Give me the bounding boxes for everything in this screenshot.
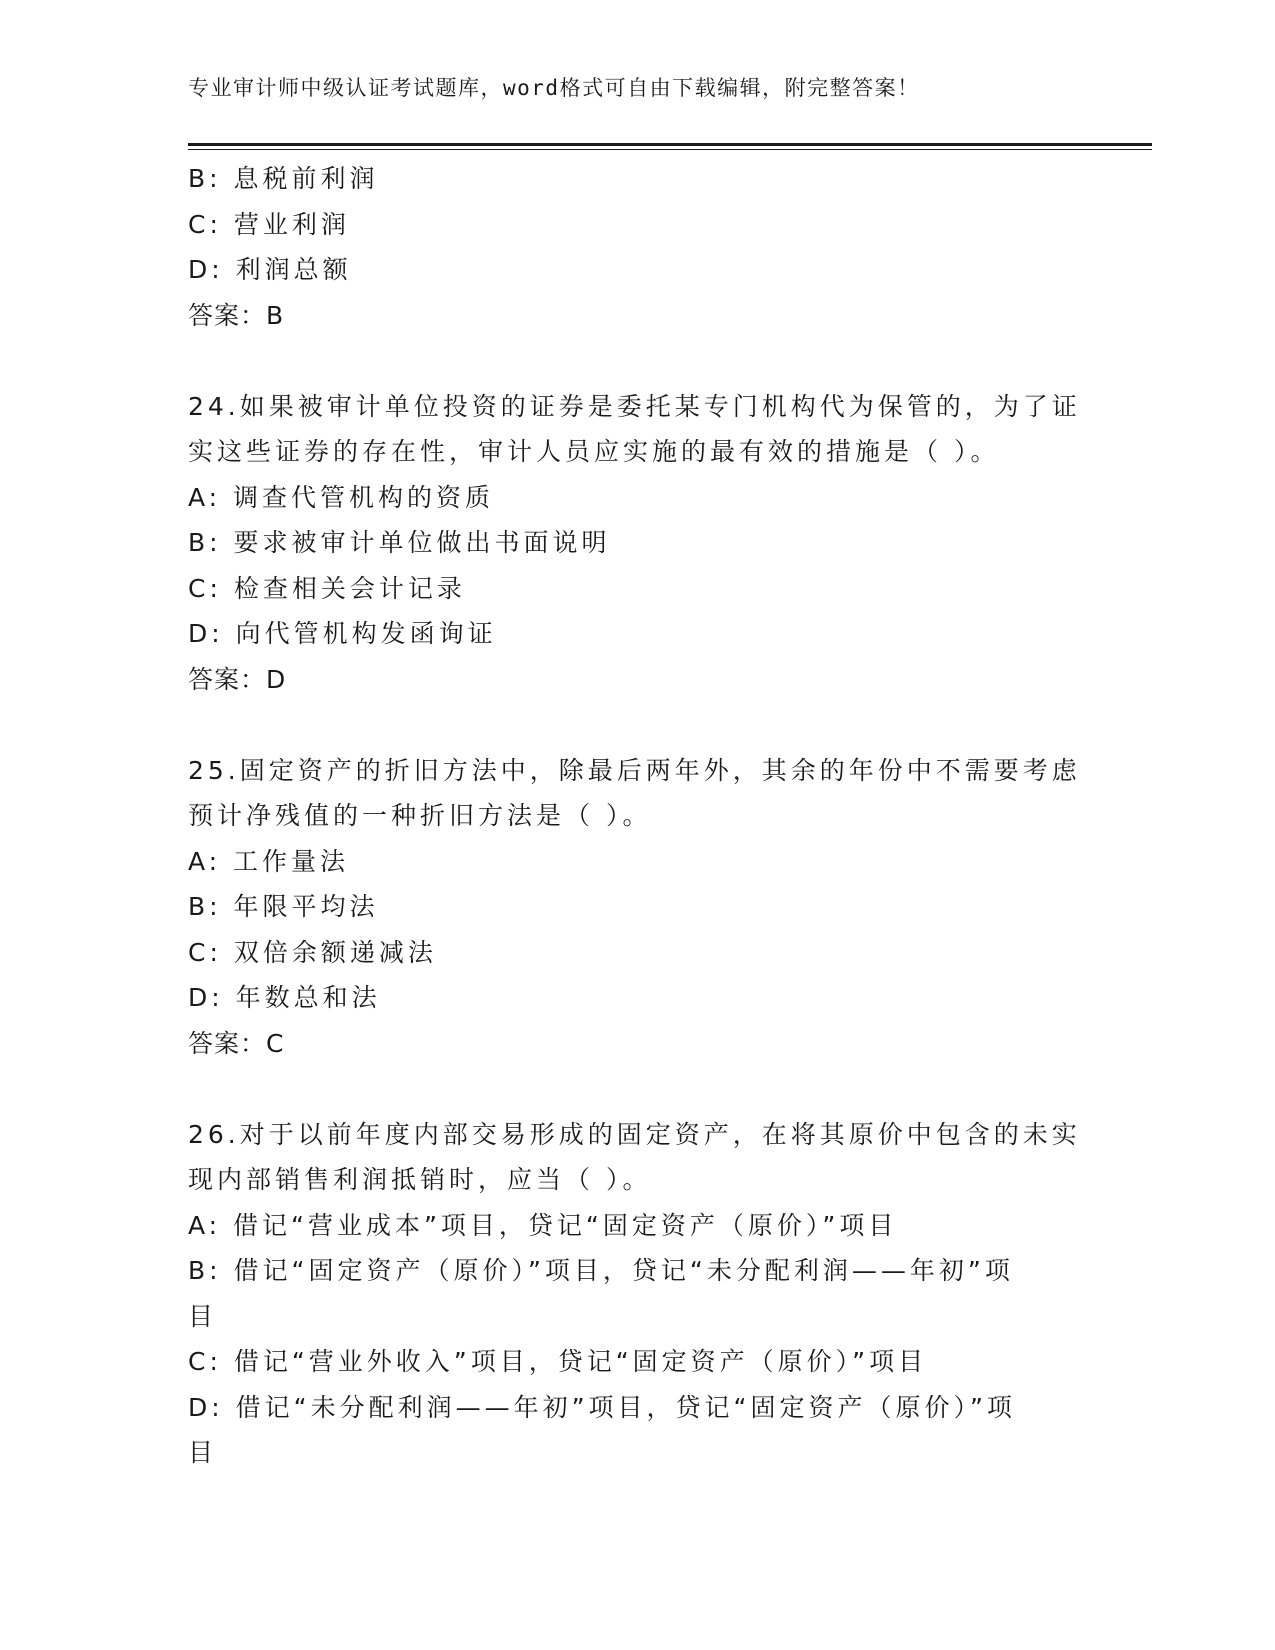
question-26 [188,1112,1088,1476]
question-24 [188,384,1088,703]
question-25 [188,748,1088,1067]
option-d: D: 利润总额 [188,255,352,284]
question-stem: 24.如果被审计单位投资的证券是委托某专门机构代为保管的，为了证 [188,391,1081,421]
question-stem: 预计净残值的一种折旧方法是（ ）。 [188,801,652,830]
option-d-continued: 目 [188,1438,218,1467]
header-divider-thin [188,149,1152,150]
answer: 答案：C [188,1028,285,1058]
option-a: A: 借记“营业成本”项目，贷记“固定资产（原价）”项目 [188,1210,898,1240]
page-header: 专业审计师中级认证考试题库，word格式可自由下载编辑，附完整答案！ [188,76,920,100]
option-a: A: 工作量法 [188,846,350,876]
option-b: B: 息税前利润 [188,164,379,193]
document-body [188,156,1088,1476]
option-c: C: 借记“营业外收入”项目，贷记“固定资产（原价）”项目 [188,1347,928,1376]
option-b: B: 年限平均法 [188,892,379,921]
option-c: C: 营业利润 [188,209,350,239]
option-d: D: 向代管机构发函询证 [188,619,497,648]
option-b-continued: 目 [188,1301,218,1331]
spacer [188,1066,1088,1112]
header-divider-thick [188,143,1152,146]
option-d: D: 年数总和法 [188,983,381,1012]
answer: 答案：D [188,664,287,694]
spacer [188,702,1088,748]
question-stem: 现内部销售利润抵销时，应当（ ）。 [188,1165,652,1194]
prev-question [188,156,1088,338]
question-stem: 25.固定资产的折旧方法中，除最后两年外，其余的年份中不需要考虑 [188,755,1081,785]
option-a: A: 调查代管机构的资质 [188,482,495,512]
option-b: B: 借记“固定资产（原价）”项目，贷记“未分配利润——年初”项 [188,1256,1014,1285]
option-c: C: 检查相关会计记录 [188,573,466,603]
option-c: C: 双倍余额递减法 [188,937,437,967]
question-stem: 实这些证券的存在性，审计人员应实施的最有效的措施是（ ）。 [188,437,1000,466]
option-b: B: 要求被审计单位做出书面说明 [188,528,611,557]
question-stem: 26.对于以前年度内部交易形成的固定资产，在将其原价中包含的未实 [188,1119,1081,1149]
spacer [188,338,1088,384]
answer: 答案：B [188,300,285,330]
option-d: D: 借记“未分配利润——年初”项目，贷记“固定资产（原价）”项 [188,1392,1016,1422]
